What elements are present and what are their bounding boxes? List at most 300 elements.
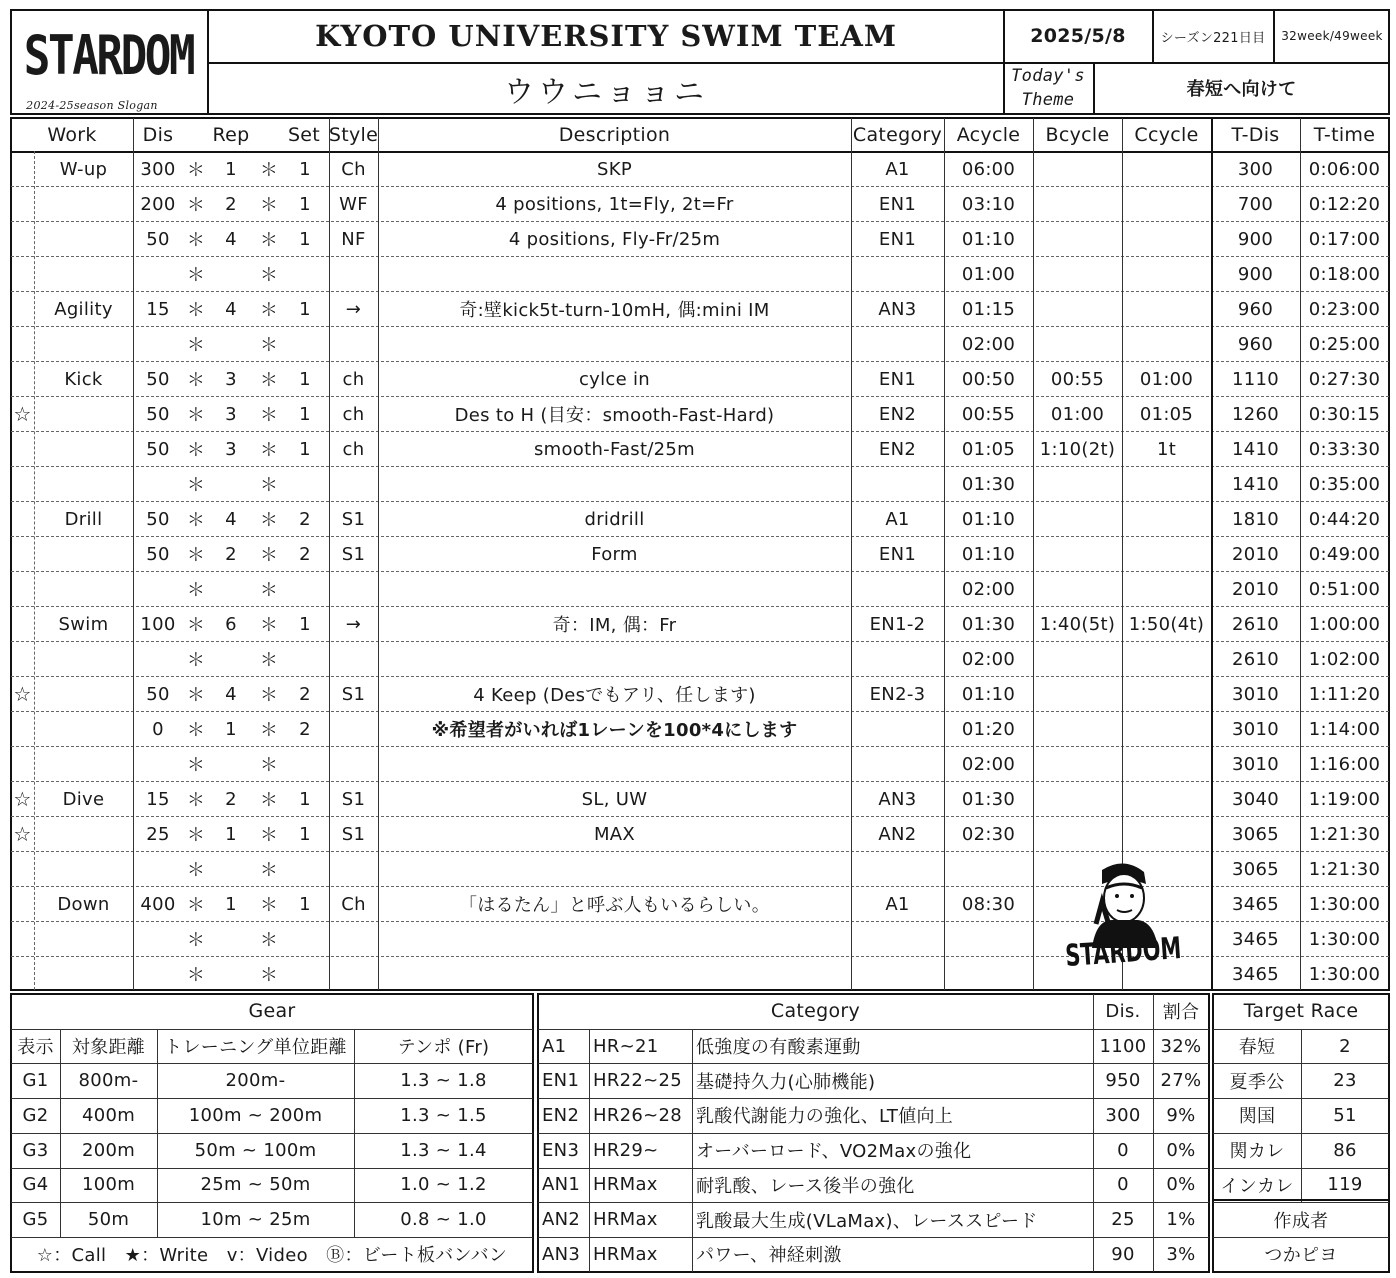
distance: 200 [140,193,176,215]
repetitions: 3 [225,438,237,460]
header-set: Set [287,123,321,146]
total-time: 0:44:20 [1308,508,1381,530]
call-star-icon [11,327,34,361]
b-cycle: 1:10(2t) [1039,438,1116,460]
distance: 25 [146,823,170,845]
stroke-style: WF [339,193,368,215]
work-label [34,397,133,431]
times-sign: ＊ [259,895,279,916]
gear-header: 表示 [17,1037,54,1059]
total-time: 1:02:00 [1308,648,1381,670]
sets [285,572,325,606]
distance: 50 [146,403,170,425]
sets [285,327,325,361]
times-sign: ＊ [259,580,279,601]
times-sign: ＊ [259,405,279,426]
header-bcycle: Bcycle [1045,123,1110,146]
category [851,327,944,361]
category-cell: 0% [1166,1174,1196,1196]
gear-cell: G2 [22,1104,49,1126]
a-cycle: 00:55 [961,403,1016,425]
b-cycle [1033,327,1122,361]
category [851,747,944,781]
week-counter: 32week/49week [1281,29,1383,43]
call-star-icon [11,222,34,256]
gear-legend: ☆：Call ★：Write v：Video Ⓑ：ビート板バンバン [36,1245,508,1267]
work-label [34,852,133,886]
repetitions [209,747,253,781]
work-label: Dive [62,788,105,810]
gear-cell: G5 [22,1209,49,1231]
description: SL, UW [581,788,648,810]
category-cell: EN3 [542,1139,580,1161]
header-style: Style [328,123,379,146]
call-star-icon [11,922,34,956]
header-dis: Dis [142,123,174,146]
gear-cell: 25m ~ 50m [200,1174,311,1196]
category-cell: 乳酸最大生成(VLaMax)、レーススピード [696,1210,1038,1232]
call-star-icon [11,957,34,991]
a-cycle: 01:10 [961,228,1016,250]
header-description: Description [558,123,671,146]
call-star-icon [11,537,34,571]
total-time: 0:25:00 [1308,333,1381,355]
work-label [34,327,133,361]
stroke-style [329,852,378,886]
gear-title: Gear [248,1000,296,1023]
category-cell: 27% [1160,1070,1202,1092]
call-star-icon [11,642,34,676]
sets: 1 [299,193,311,215]
category: EN2 [878,438,917,460]
repetitions: 3 [225,368,237,390]
work-label [34,572,133,606]
stroke-style [329,572,378,606]
gear-cell: 10m ~ 25m [200,1209,311,1231]
stroke-style: Ch [341,893,366,915]
category-cell: 低強度の有酸素運動 [696,1037,861,1059]
description [378,572,851,606]
c-cycle [1122,537,1211,571]
description [378,327,851,361]
distance: 400 [140,893,176,915]
sets: 2 [299,508,311,530]
total-time: 1:11:20 [1308,683,1381,705]
times-sign: ＊ [186,965,206,986]
category-cell: HR~21 [593,1035,659,1057]
gear-cell: 0.8 ~ 1.0 [400,1209,487,1231]
category-cell: HRMax [593,1243,658,1265]
race-days: 119 [1327,1174,1363,1196]
a-cycle: 01:05 [961,438,1016,460]
total-time: 1:21:30 [1308,823,1381,845]
total-distance: 3465 [1231,963,1279,985]
times-sign: ＊ [259,685,279,706]
a-cycle [944,922,1033,956]
b-cycle [1033,677,1122,711]
work-label [34,432,133,466]
author-label: 作成者 [1273,1210,1329,1232]
total-time: 0:12:20 [1308,193,1381,215]
gear-cell: 1.3 ~ 1.8 [400,1070,487,1092]
c-cycle [1122,642,1211,676]
total-time: 1:00:00 [1308,613,1381,635]
times-sign: ＊ [259,650,279,671]
total-distance: 960 [1237,298,1274,320]
gear-cell: 100m [81,1174,136,1196]
a-cycle: 01:30 [961,613,1016,635]
race-name: インカレ [1220,1175,1294,1197]
distance [133,257,183,291]
description: MAX [593,823,636,845]
a-cycle: 02:00 [961,578,1016,600]
call-star-icon [11,432,34,466]
category-cell: 0% [1166,1139,1196,1161]
call-star-icon: ☆ [13,402,32,426]
total-time: 0:23:00 [1308,298,1381,320]
stroke-style [329,467,378,501]
category [851,572,944,606]
total-time: 0:27:30 [1308,368,1381,390]
category: A1 [885,893,910,915]
category-cell: HRMax [593,1174,658,1196]
a-cycle: 01:10 [961,543,1016,565]
category: EN1 [878,543,917,565]
sets: 1 [299,158,311,180]
description: 奇：IM, 偶：Fr [552,615,677,636]
category [851,712,944,746]
times-sign: ＊ [259,965,279,986]
times-sign: ＊ [186,440,206,461]
times-sign: ＊ [186,475,206,496]
call-star-icon [11,187,34,221]
category [851,852,944,886]
call-star-icon [11,257,34,291]
times-sign: ＊ [259,230,279,251]
distance: 15 [146,298,170,320]
times-sign: ＊ [186,825,206,846]
distance: 50 [146,543,170,565]
stroke-style [329,642,378,676]
repetitions [209,957,253,991]
category: EN1-2 [869,613,926,635]
work-label [34,467,133,501]
total-distance: 3065 [1231,823,1279,845]
distance: 300 [140,158,176,180]
theme-label-1: Today's [1011,66,1085,86]
stamp-text: STARDOM [1064,927,1233,975]
total-distance: 2610 [1231,648,1279,670]
category-cell: HR29~ [593,1139,659,1161]
times-sign: ＊ [186,685,206,706]
times-sign: ＊ [186,265,206,286]
times-sign: ＊ [186,930,206,951]
category-cell: 32% [1160,1035,1202,1057]
b-cycle [1033,152,1122,186]
header-ccycle: Ccycle [1134,123,1199,146]
a-cycle: 06:00 [961,158,1016,180]
category-cell: AN3 [542,1243,581,1265]
distance: 50 [146,683,170,705]
season-day: シーズン221日目 [1160,30,1266,46]
total-distance: 1410 [1231,473,1279,495]
total-distance: 700 [1237,193,1274,215]
description: Form [591,543,638,565]
work-label [34,537,133,571]
sets: 1 [299,788,311,810]
b-cycle [1033,537,1122,571]
description [378,852,851,886]
times-sign: ＊ [186,615,206,636]
category-cell: 耐乳酸、レース後半の強化 [696,1175,915,1197]
times-sign: ＊ [259,755,279,776]
category-cell: 基礎持久力(心肺機能) [696,1071,876,1093]
category-cell: 300 [1105,1104,1141,1126]
sets [285,957,325,991]
repetitions: 1 [225,718,237,740]
total-distance: 1110 [1231,368,1279,390]
times-sign: ＊ [259,545,279,566]
a-cycle: 02:00 [961,753,1016,775]
category-cell: 1100 [1099,1035,1147,1057]
a-cycle: 03:10 [961,193,1016,215]
c-cycle [1122,327,1211,361]
sets: 1 [299,438,311,460]
repetitions: 4 [225,508,237,530]
distance: 50 [146,508,170,530]
header-t-time: T-time [1313,123,1376,146]
b-cycle [1033,502,1122,536]
repetitions: 1 [225,158,237,180]
a-cycle: 02:00 [961,648,1016,670]
c-cycle [1122,572,1211,606]
total-distance: 960 [1237,333,1274,355]
b-cycle [1033,817,1122,851]
c-cycle [1122,222,1211,256]
times-sign: ＊ [186,195,206,216]
call-star-icon [11,292,34,326]
sets: 1 [299,298,311,320]
race-days: 86 [1333,1139,1357,1161]
total-time: 1:30:00 [1308,893,1381,915]
category-cell: 0 [1117,1174,1129,1196]
sets [285,922,325,956]
total-time: 0:17:00 [1308,228,1381,250]
c-cycle [1122,782,1211,816]
times-sign: ＊ [259,720,279,741]
stroke-style: S1 [341,543,366,565]
total-distance: 3010 [1231,718,1279,740]
category [851,922,944,956]
gear-cell: 50m [87,1209,130,1231]
repetitions: 2 [225,543,237,565]
stroke-style: S1 [341,823,366,845]
repetitions [209,642,253,676]
a-cycle: 01:30 [961,788,1016,810]
sets: 2 [299,718,311,740]
stroke-style: ch [342,403,365,425]
repetitions [209,467,253,501]
logo: STARDOM [23,23,194,87]
repetitions [209,572,253,606]
distance: 0 [152,718,164,740]
gear-cell: 200m- [225,1070,286,1092]
work-label [34,257,133,291]
description [378,922,851,956]
c-cycle [1122,677,1211,711]
sets [285,257,325,291]
team-name: KYOTO UNIVERSITY SWIM TEAM [315,19,897,53]
work-label [34,922,133,956]
repetitions: 3 [225,403,237,425]
repetitions [209,257,253,291]
repetitions: 4 [225,228,237,250]
stroke-style: S1 [341,683,366,705]
times-sign: ＊ [259,615,279,636]
category [851,467,944,501]
gear-header: 対象距離 [71,1037,146,1059]
description: SKP [597,158,632,180]
distance [133,922,183,956]
work-label: Down [57,893,110,915]
times-sign: ＊ [186,860,206,881]
category-cell: A1 [542,1035,567,1057]
work-label: Swim [58,613,109,635]
stroke-style: S1 [341,788,366,810]
category [851,257,944,291]
header-rep: Rep [212,123,250,146]
sets [285,642,325,676]
description: ※希望者がいれば1レーンを100*4にします [431,720,798,741]
category-cell: 0 [1117,1139,1129,1161]
sets [285,467,325,501]
b-cycle: 01:00 [1050,403,1105,425]
distance [133,642,183,676]
description [378,642,851,676]
total-distance: 1410 [1231,438,1279,460]
repetitions: 4 [225,298,237,320]
description: 4 Keep (Desでもアリ、任します) [473,685,756,706]
category: AN3 [878,788,917,810]
author-name: つかピヨ [1264,1245,1338,1267]
repetitions: 1 [225,823,237,845]
sets [285,747,325,781]
a-cycle [944,957,1033,991]
b-cycle [1033,187,1122,221]
times-sign: ＊ [259,510,279,531]
repetitions: 2 [225,788,237,810]
description: 4 positions, Fly-Fr/25m [508,228,721,250]
total-time: 1:30:00 [1308,963,1381,985]
call-star-icon [11,852,34,886]
stroke-style [329,747,378,781]
repetitions: 2 [225,193,237,215]
sets: 1 [299,893,311,915]
category-cell: AN1 [542,1174,581,1196]
times-sign: ＊ [259,370,279,391]
times-sign: ＊ [186,230,206,251]
gear-cell: 50m ~ 100m [194,1139,317,1161]
repetitions [209,852,253,886]
gear-cell: 1.0 ~ 1.2 [400,1174,487,1196]
gear-header: テンポ (Fr) [397,1037,490,1059]
header-work: Work [47,123,97,146]
sets: 1 [299,368,311,390]
call-star-icon [11,467,34,501]
call-star-icon [11,607,34,641]
times-sign: ＊ [186,720,206,741]
stroke-style: → [345,613,362,635]
a-cycle: 02:30 [961,823,1016,845]
stardom-stamp [1062,858,1233,976]
target-race-title: Target Race [1243,1000,1359,1023]
distance: 15 [146,788,170,810]
call-star-icon [11,887,34,921]
stroke-style [329,712,378,746]
stroke-style: ch [342,368,365,390]
c-cycle: 01:05 [1139,403,1194,425]
category [851,957,944,991]
work-label [34,817,133,851]
total-distance: 2010 [1231,543,1279,565]
category-cell: HR22~25 [593,1070,683,1092]
sets: 2 [299,543,311,565]
description: 奇:壁kick5t-turn-10mH, 偶:mini IM [459,300,770,321]
category-cell: EN1 [542,1070,580,1092]
b-cycle [1033,712,1122,746]
total-time: 0:06:00 [1308,158,1381,180]
call-star-icon: ☆ [13,787,32,811]
repetitions: 6 [225,613,237,635]
slogan: ウウニョョニ [504,75,708,110]
sets: 1 [299,613,311,635]
sets: 1 [299,823,311,845]
times-sign: ＊ [259,930,279,951]
c-cycle [1122,257,1211,291]
gear-cell: 400m [81,1104,136,1126]
category: EN2 [878,403,917,425]
times-sign: ＊ [186,160,206,181]
work-label [34,747,133,781]
c-cycle [1122,502,1211,536]
times-sign: ＊ [186,370,206,391]
work-label: Kick [64,368,103,390]
gear-cell: G3 [22,1139,49,1161]
category-cell: 25 [1111,1209,1135,1231]
b-cycle [1033,222,1122,256]
a-cycle [944,852,1033,886]
total-time: 0:49:00 [1308,543,1381,565]
stroke-style [329,257,378,291]
times-sign: ＊ [186,300,206,321]
total-distance: 300 [1237,158,1274,180]
stroke-style: Ch [341,158,366,180]
stroke-style [329,327,378,361]
description: Des to H (目安：smooth-Fast-Hard) [454,405,775,426]
total-time: 0:18:00 [1308,263,1381,285]
race-days: 2 [1339,1035,1351,1057]
work-label [34,187,133,221]
stroke-style: ch [342,438,365,460]
work-label [34,642,133,676]
c-cycle: 1:50(4t) [1128,613,1205,635]
a-cycle: 01:10 [961,683,1016,705]
c-cycle [1122,187,1211,221]
stroke-style: → [345,298,362,320]
theme-label-2: Theme [1021,90,1075,110]
description: dridrill [584,508,645,530]
gear-cell: G4 [22,1174,49,1196]
